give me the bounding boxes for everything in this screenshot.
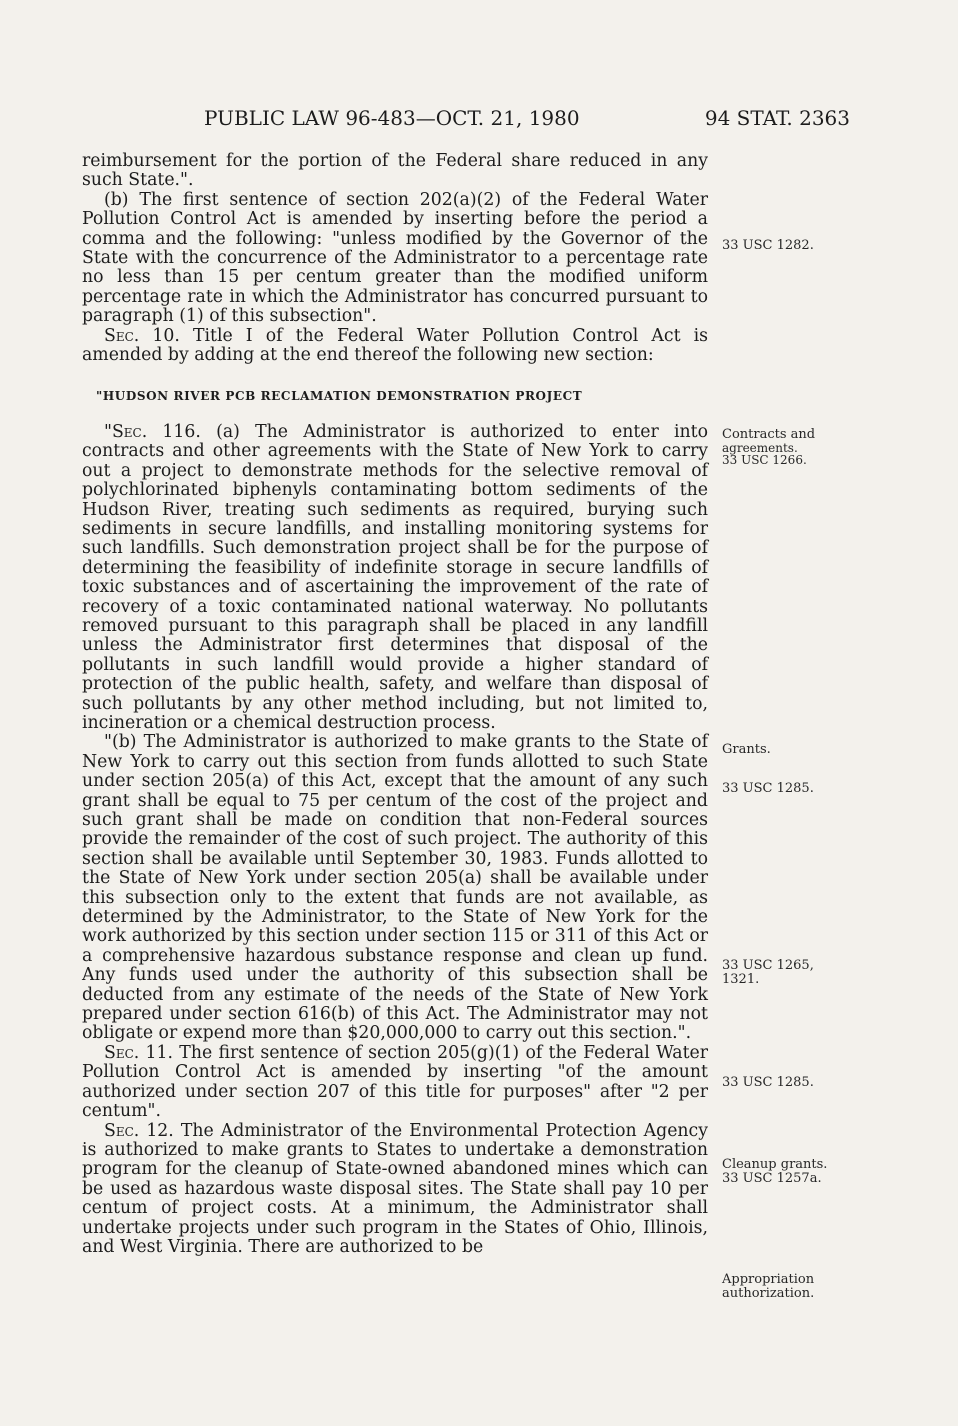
paragraph-sec-116-a <box>82 423 708 734</box>
section-label: Sec. 12. <box>104 1120 174 1141</box>
margin-note-33usc1265: 33 USC 1265, 1321. <box>722 958 814 987</box>
margin-note-appropriation: Appropriation authorization. <box>722 1272 815 1301</box>
section-label: "Sec. 116. <box>104 421 201 442</box>
margin-note-33usc1285: 33 USC 1285. <box>722 781 814 796</box>
paragraph-sec-11 <box>82 1044 708 1122</box>
section-heading: "HUDSON RIVER PCB RECLAMATION DEMONSTRATION PROJECT <box>96 389 583 404</box>
margin-note-contracts: Contracts and agreements. 33 USC 1266. <box>722 427 816 467</box>
section-label: Sec. 11. <box>104 1042 174 1063</box>
margin-note-33usc1285-b: 33 USC 1285. <box>722 1075 814 1090</box>
section-text: Title I of the Federal Water Pollution Control Act is amended by adding at the end thereof the following new section: <box>82 325 709 366</box>
section-text: The Administrator of the Environmental Protection Agency is authorized to make grants to States to undertake a demonstration program for the cleanup of State-owned abandoned mines which can be used as hazardous waste disposal sites. The State shall pay 10 per centum of project costs. At a minimum, the Administrator shall undertake projects under such program in the States of Ohio, Illinois, and West Virginia. There are authorized to be <box>82 1120 708 1257</box>
section-text: (a) The Administrator is authorized to enter into contracts and other agreements with the State of New York to carry out a project to demonstrate methods for the selective removal of polychlorinated biphenyls contaminating bottom sediments of the Hudson River, treating such sediments as required, burying such sediments in secure landfills, and installing monitoring systems for such landfills. Such demonstration project shall be for the purpose of determining the feasibility of indefinite storage in secure landfills of toxic substances and of ascertaining the improvement of the rate of recovery of a toxic contaminated national waterway. No pollutants removed pursuant to this paragraph shall be placed in any landfill unless the Administrator first determines that disposal of the pollutants in such landfill would provide a higher standard of protection of the public health, safety, and welfare than disposal of such pollutants by any other method including, but not limited to, incineration or a chemical destruction process. <box>82 421 708 733</box>
statute-page-number: 94 STAT. 2363 <box>704 106 850 130</box>
paragraph-continuation: reimbursement for the portion of the Federal share reduced in any such State.". <box>82 151 708 191</box>
margin-note-grants: Grants. <box>722 742 771 757</box>
paragraph-sec-116-b: "(b) The Administrator is authorized to make grants to the State of New York to carry out this section from funds allotted to such State under section 205(a) of this Act, except that the amount of any such grant shall be equal to 75 per centum of the cost of the project and such grant shall be made on condition that non-Federal sources provide the remainder of the cost of such project. The authority of this section shall be available until September 30, 1983. Funds allotted to the State of New York under section 205(a) shall be available under this subsection only to the extent that funds are not available, as determined by the Administrator, to the State of New York for the work authorized by this section under section 115 or 311 of this Act or a comprehensive hazardous substance response and clean up fund. Any funds used under the authority of this subsection shall be deducted from any estimate of the needs of the State of New York prepared under section 616(b) of this Act. The Administrator may not obligate or expend more than $20,000,000 to carry out this section.". <box>82 732 708 1044</box>
body-text <box>82 152 708 1257</box>
margin-note-33usc1282: 33 USC 1282. <box>722 238 814 253</box>
paragraph-sec-12 <box>82 1122 708 1258</box>
section-label: Sec. 10. <box>104 325 180 346</box>
section-text: The first sentence of section 205(g)(1) of the Federal Water Pollution Control Act is amended by inserting "of the amount authorized under section 207 of this title for purposes" after "2 per centum". <box>82 1042 709 1122</box>
margin-note-cleanup-grants: Cleanup grants. 33 USC 1257a. <box>722 1157 828 1186</box>
page-header <box>82 106 852 134</box>
running-title: PUBLIC LAW 96-483—OCT. 21, 1980 <box>204 106 580 130</box>
paragraph-subsection-b: (b) The first sentence of section 202(a)(2) of the Federal Water Pollution Control Act is amended by inserting before the period a comma and the following: "unless modified by the Governor of the State with the concurrence of the Administrator to a percentage rate no less than 15 per centum greater than the modified uniform percentage rate in which the Administrator has concurred pursuant to paragraph (1) of this subsection". <box>82 189 708 327</box>
paragraph-sec-10 <box>82 327 708 366</box>
